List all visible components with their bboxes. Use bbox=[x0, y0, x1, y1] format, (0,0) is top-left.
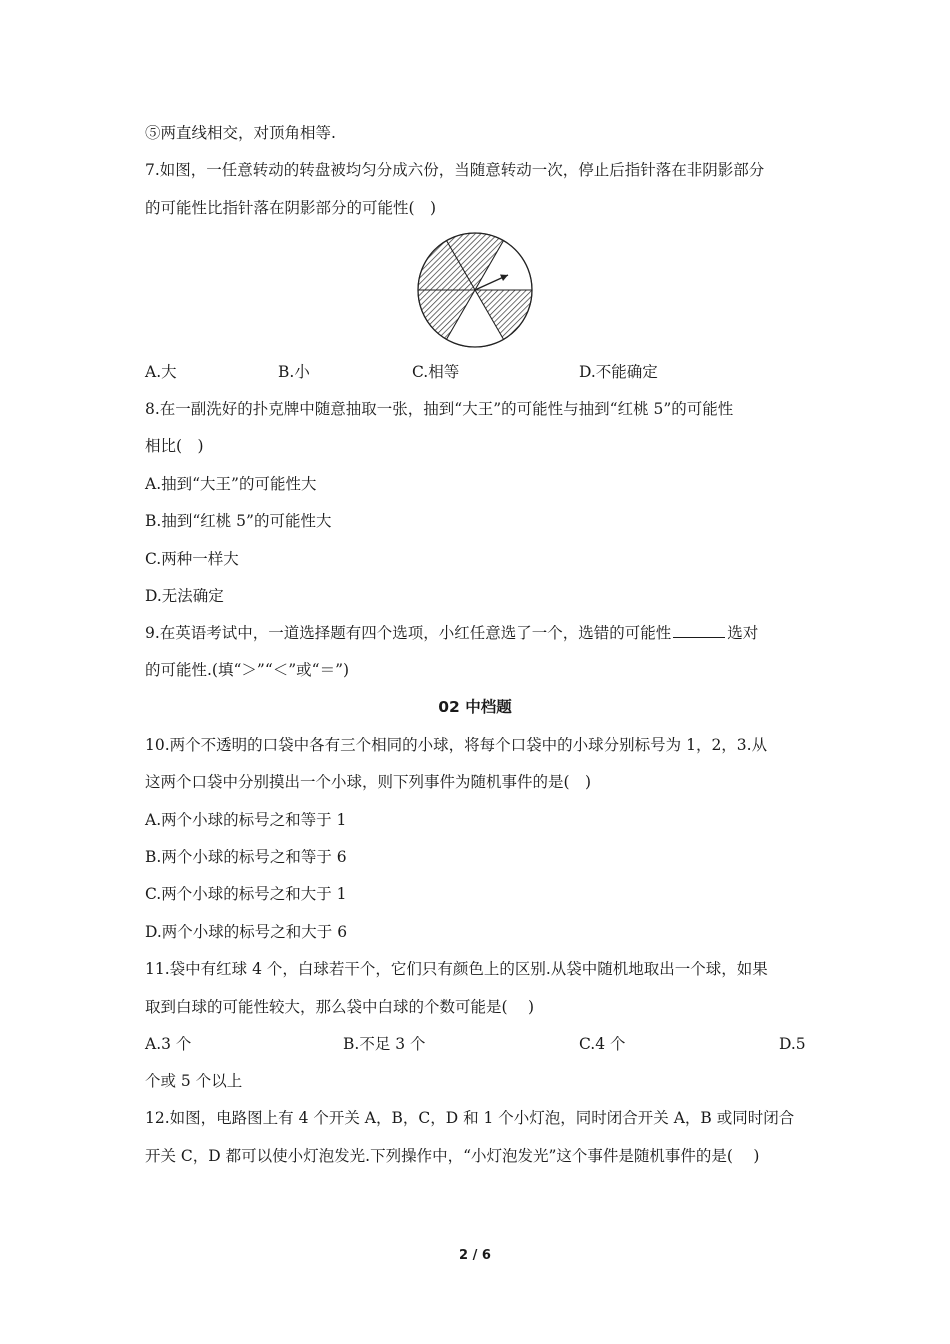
question-7-option-c: C.相等 bbox=[412, 363, 460, 381]
question-9-text-end: 选对 bbox=[727, 624, 759, 642]
question-12-line-2: 开关 C，D 都可以使小灯泡发光.下列操作中，“小灯泡发光”这个事件是随机事件的是( ) bbox=[145, 1147, 760, 1165]
question-11-option-a: A.3 个 bbox=[145, 1035, 192, 1053]
question-7-option-b: B.小 bbox=[278, 363, 310, 381]
question-8-option-b: B.抽到“红桃 5”的可能性大 bbox=[145, 512, 332, 530]
spinner-figure bbox=[415, 230, 535, 350]
question-10-line-2: 这两个口袋中分别摸出一个小球，则下列事件为随机事件的是( ) bbox=[145, 773, 592, 791]
question-8-line-1: 8.在一副洗好的扑克牌中随意抽取一张，抽到“大王”的可能性与抽到“红桃 5”的可能性 bbox=[145, 400, 734, 418]
statement-5: ⑤两直线相交，对顶角相等. bbox=[145, 124, 336, 142]
question-11-option-b: B.不足 3 个 bbox=[343, 1035, 426, 1053]
question-10-line-1: 10.两个不透明的口袋中各有三个相同的小球，将每个口袋中的小球分别标号为 1，2，3.从 bbox=[145, 736, 768, 754]
page-number: 2 / 6 bbox=[459, 1248, 491, 1263]
question-11-option-d: D.5 bbox=[779, 1035, 806, 1053]
question-9-text: 9.在英语考试中，一道选择题有四个选项，小红任意选了一个，选错的可能性 bbox=[145, 624, 672, 642]
question-11-option-c: C.4 个 bbox=[579, 1035, 626, 1053]
question-9-line-2: 的可能性.(填“＞”“＜”或“＝”) bbox=[145, 661, 350, 679]
question-7-option-d: D.不能确定 bbox=[579, 363, 658, 381]
question-11-line-1: 11.袋中有红球 4 个，白球若干个，它们只有颜色上的区别.从袋中随机地取出一个球，如果 bbox=[145, 960, 768, 978]
question-8-option-c: C.两种一样大 bbox=[145, 550, 239, 568]
question-8-option-d: D.无法确定 bbox=[145, 587, 224, 605]
question-9-line-1 bbox=[145, 623, 758, 643]
question-12-line-1: 12.如图，电路图上有 4 个开关 A，B，C，D 和 1 个小灯泡，同时闭合开关 A，B 或同时闭合 bbox=[145, 1109, 795, 1127]
question-7-option-a: A.大 bbox=[145, 363, 177, 381]
question-10-option-a: A.两个小球的标号之和等于 1 bbox=[145, 811, 347, 829]
question-7-line-1: 7.如图，一任意转动的转盘被均匀分成六份，当随意转动一次，停止后指针落在非阴影部分 bbox=[145, 161, 765, 179]
question-11-option-d-continued: 个或 5 个以上 bbox=[145, 1072, 243, 1090]
question-10-option-b: B.两个小球的标号之和等于 6 bbox=[145, 848, 347, 866]
question-11-line-2: 取到白球的可能性较大，那么袋中白球的个数可能是( ) bbox=[145, 998, 535, 1016]
answer-blank[interactable] bbox=[673, 623, 725, 638]
question-10-option-c: C.两个小球的标号之和大于 1 bbox=[145, 885, 347, 903]
question-10-option-d: D.两个小球的标号之和大于 6 bbox=[145, 923, 348, 941]
question-8-line-2: 相比( ) bbox=[145, 437, 204, 455]
question-8-option-a: A.抽到“大王”的可能性大 bbox=[145, 475, 317, 493]
section-title: 02 中档题 bbox=[438, 698, 512, 716]
question-7-line-2: 的可能性比指针落在阴影部分的可能性( ) bbox=[145, 199, 437, 217]
